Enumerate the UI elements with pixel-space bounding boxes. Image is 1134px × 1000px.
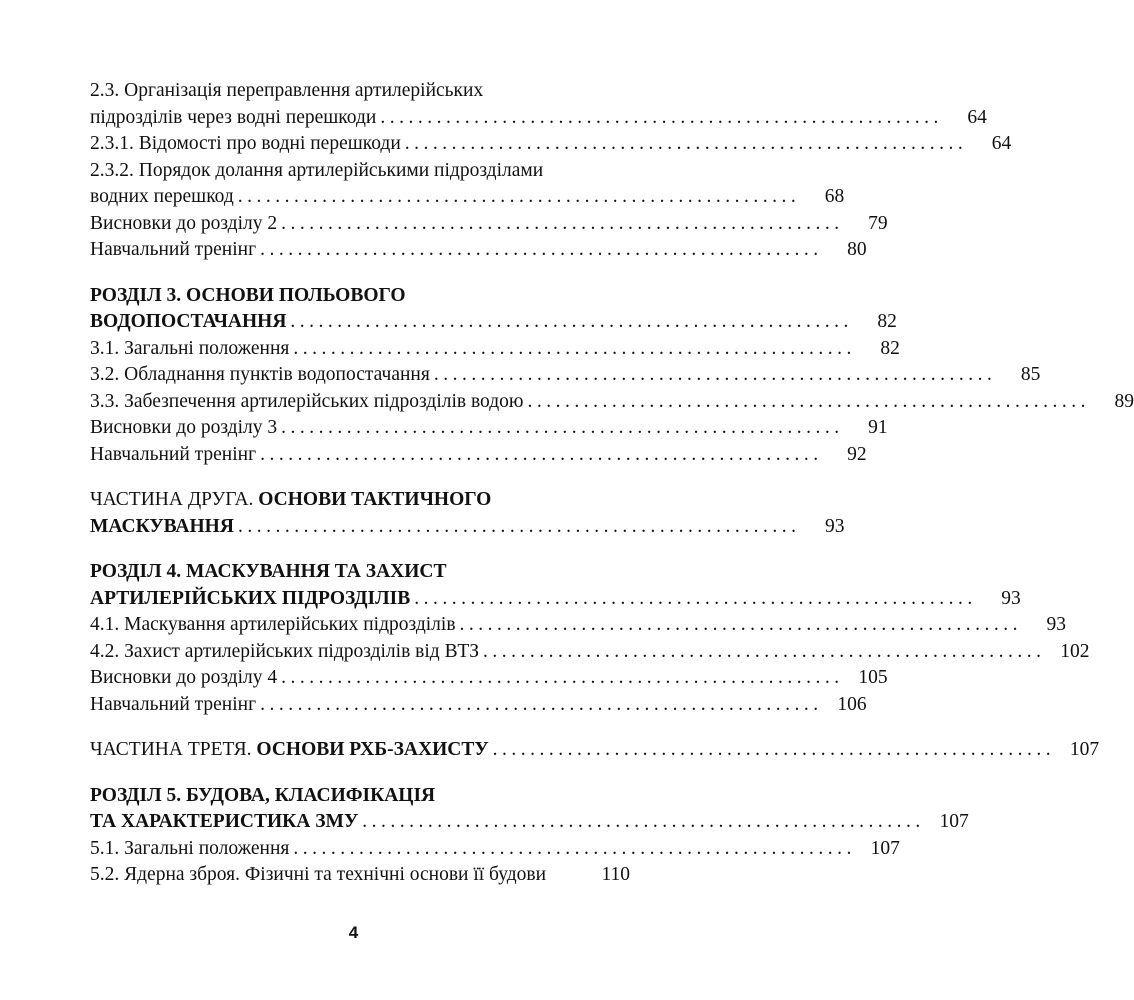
dot-leader: ............................................................ [237,515,801,537]
toc-page-number: 107 [939,811,969,832]
toc-page-number: 82 [880,337,900,359]
toc-line [90,809,969,836]
toc-title-text: АРТИЛЕРІЙСЬКИХ ПІДРОЗДІЛІВ [90,587,411,609]
toc-entry-title [90,783,435,810]
toc-entry-title [90,415,277,442]
toc-entry-title [90,809,358,836]
toc-title-text: ОСНОВИ ТАКТИЧНОГО [258,489,492,510]
toc-entry [90,836,900,863]
toc-entry [90,389,1134,416]
toc-page-number: 107 [1069,739,1100,760]
toc-page-number: 80 [847,239,867,260]
toc-title-text: ТА ХАРАКТЕРИСТИКА ЗМУ [90,811,359,832]
toc-entry [90,362,1041,389]
toc-line [90,487,630,514]
toc-line [90,639,1090,666]
toc-title-text: Навчальний тренінг [90,239,257,260]
toc-entry [90,783,969,836]
toc-title-text: Висновки до розділу 4 [90,667,278,688]
dot-leader: ............................................................ [380,106,943,128]
toc-page-number: 106 [837,693,867,715]
toc-title-text: 3.2. Обладнання пунктів водопостачання [90,364,430,385]
toc-title-text: 5.2. Ядерна зброя. Фізичні та технічні основи її будови [90,864,547,885]
part-label: ЧАСТИНА ТРЕТЯ. [90,739,257,760]
toc-line [90,362,1041,389]
toc-title-text: 2.3.1. Відомості про водні перешкоди [90,133,401,154]
toc-title-text: Висновки до розділу 3 [90,417,278,438]
toc-entry-title [90,336,289,363]
toc-line [90,514,845,541]
toc-page-number: 93 [1046,614,1067,635]
toc-line [90,559,630,586]
toc-page-number: 105 [858,667,888,688]
dot-leader: ............................................................ [260,443,823,465]
toc-page-number: 91 [868,417,888,438]
toc-title-text: підрозділів через водні перешкоди [90,106,377,128]
toc-entry [90,158,845,211]
toc-entry [90,487,845,540]
toc-line [90,692,867,719]
toc-entry-title [90,639,479,666]
toc-entry [90,692,867,719]
toc-title-text: ОСНОВИ РХБ-ЗАХИСТУ [256,739,489,760]
dot-leader: ............................................................ [293,837,856,859]
toc-title-text: 2.3.2. Порядок долання артилерійськими підрозділами [90,159,544,181]
part-label: ЧАСТИНА ДРУГА. [90,489,259,510]
toc-title-text: 4.2. Захист артилерійських підрозділів від ВТЗ [90,640,480,662]
dot-leader: ............................................................ [362,811,925,832]
section-gap [90,764,630,783]
toc-title-text: 4.1. Маскування артилерійських підрозділів [90,614,456,635]
dot-leader: ............................................................ [492,739,1056,760]
toc-page-number: 102 [1060,640,1090,662]
toc-line [90,586,1021,613]
toc-line [90,78,630,105]
toc-line [90,612,1067,639]
toc-page-number: 93 [824,515,845,537]
toc-entry-title [90,131,401,158]
toc-title-text: водних перешкод [90,186,234,207]
toc-entry-title [90,862,546,889]
toc-entry-title [90,442,256,469]
toc-line [90,184,845,211]
toc-entry-title [90,389,523,416]
toc-page-number: 79 [868,212,888,234]
toc-entry-title [90,237,256,264]
dot-leader: ............................................................ [260,693,823,715]
dot-leader: ............................................................ [293,337,856,359]
toc-title-text: Навчальний тренінг [90,443,257,465]
dot-leader: ............................................................ [290,311,853,332]
toc-entry [90,131,1012,158]
toc-entry-title [90,737,489,764]
toc-entry [90,283,897,336]
toc-entry-title [90,105,376,132]
dot-leader: ............................................................ [459,614,1023,635]
dot-leader: ............................................................ [483,640,1046,662]
toc-entry-title [90,692,256,719]
dot-leader: ............................................................ [414,587,977,609]
section-gap [90,540,630,559]
toc-page-number: 92 [847,443,867,465]
section-gap [90,468,630,487]
toc-entry [90,639,1090,666]
toc-line [90,158,630,185]
dot-leader: ............................................................ [433,364,997,385]
toc-line [90,237,867,264]
toc-entry [90,442,867,469]
toc-entry-title [90,514,234,541]
toc-line [90,309,897,336]
toc-entry-title [90,158,543,185]
toc-title-text: РОЗДІЛ 4. МАСКУВАННЯ ТА ЗАХИСТ [90,561,447,582]
dot-leader: ............................................................ [527,390,1090,412]
toc-entry-title [90,362,430,389]
toc-page-number: 68 [824,186,845,207]
toc-entry-title [90,309,286,336]
page-number: 4 [348,923,359,942]
toc-title-text: Навчальний тренінг [90,693,257,715]
toc-title-text: Висновки до розділу 2 [90,212,278,234]
toc-entry [90,612,1067,639]
toc-page-number: 110 [601,864,630,885]
toc-entry-title [90,211,277,238]
toc-entry [90,211,888,238]
toc-line [90,665,888,692]
toc-entry [90,237,867,264]
toc-title-text: РОЗДІЛ 3. ОСНОВИ ПОЛЬОВОГО [90,284,406,306]
toc-entry-title [90,487,491,514]
toc-entry-title [90,612,456,639]
toc-entry-title [90,665,277,692]
section-gap [90,264,630,283]
toc-page-number: 64 [991,133,1012,154]
toc-entry-title [90,78,483,105]
toc-line [90,415,888,442]
toc-page-number: 64 [967,106,987,128]
toc-title-text: МАСКУВАННЯ [90,515,234,537]
toc-entry [90,737,1100,764]
toc-line [90,211,888,238]
section-gap [90,718,630,737]
toc-line [90,737,1100,764]
toc-page-number: 82 [877,311,897,332]
toc-entry-title [90,283,406,310]
toc-line [90,389,1134,416]
toc-page-number: 107 [870,837,900,859]
toc-line [90,131,1012,158]
dot-leader: ............................................................ [404,133,968,154]
table-of-contents [90,78,1134,889]
dot-leader: ............................................................ [281,212,844,234]
toc-entry [90,415,888,442]
toc-title-text: ВОДОПОСТАЧАННЯ [90,311,287,332]
toc-line [90,442,867,469]
dot-leader: ............................................................ [260,239,823,260]
toc-entry [90,78,987,131]
toc-entry-title [90,586,410,613]
toc-title-text: 3.1. Загальні положення [90,337,290,359]
toc-title-text: РОЗДІЛ 5. БУДОВА, КЛАСИФІКАЦІЯ [90,784,436,806]
toc-line [90,862,630,889]
toc-page-number: 85 [1020,364,1041,385]
toc-line [90,283,630,310]
dot-leader: ............................................................ [281,667,844,688]
toc-line [90,836,900,863]
dot-leader: ............................................................ [237,186,801,207]
toc-entry [90,665,888,692]
toc-entry-title [90,559,447,586]
toc-line [90,336,900,363]
toc-entry [90,336,900,363]
toc-title-text: 2.3. Організація переправлення артилерійських [90,80,484,101]
toc-entry [90,559,1021,612]
toc-entry [90,862,630,889]
toc-page-number: 93 [1001,587,1021,609]
toc-entry-title [90,184,234,211]
toc-title-text: 5.1. Загальні положення [90,837,290,859]
toc-line [90,105,987,132]
toc-line [90,783,630,810]
toc-title-text: 3.3. Забезпечення артилерійських підрозділів водою [90,390,524,412]
toc-page-number: 89 [1114,390,1134,412]
toc-entry-title [90,836,289,863]
dot-leader: ............................................................ [281,417,844,438]
